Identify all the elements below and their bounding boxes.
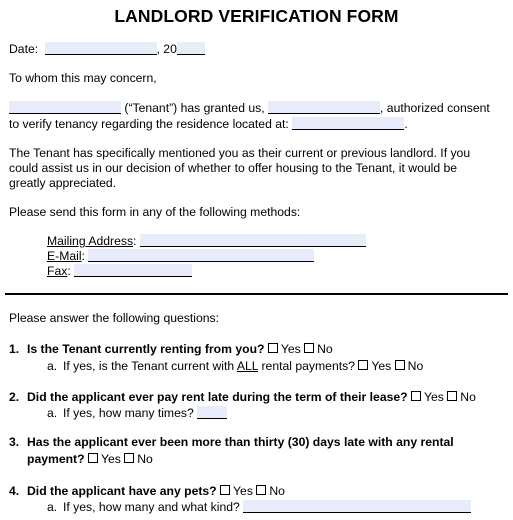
q4-number: 4. — [9, 484, 20, 498]
email-field[interactable] — [88, 249, 314, 262]
section-divider — [5, 293, 508, 295]
q1-text: Is the Tenant currently renting from you? — [27, 342, 265, 356]
authorized-text: , authorized consent — [380, 101, 490, 115]
q1a-prefix: If yes, is the Tenant current with — [63, 359, 237, 373]
fax-colon: : — [67, 264, 71, 278]
intro-line-1: The Tenant has specifically mentioned you as their current or previous landlord. If you — [9, 146, 471, 160]
q1-number: 1. — [9, 342, 20, 356]
fax-label: Fax — [47, 264, 68, 278]
q1a-emph: ALL — [236, 359, 259, 373]
mailing-address-field[interactable] — [140, 234, 366, 247]
q1a-yes-label: Yes — [371, 359, 392, 373]
email-row — [47, 249, 314, 264]
mailing-address-row — [47, 234, 366, 249]
salutation: To whom this may concern, — [9, 71, 157, 85]
question-1 — [9, 342, 333, 357]
date-year-prefix: , 20 — [156, 42, 177, 56]
q4-yes-label: Yes — [233, 484, 253, 498]
consent-line-2-text: to verify tenancy regarding the residence located at: — [9, 117, 289, 131]
q3-yes-checkbox[interactable] — [88, 453, 98, 463]
q3-no-checkbox[interactable] — [124, 453, 134, 463]
q3-line-2: payment? — [27, 452, 85, 466]
date-line — [9, 42, 205, 57]
fax-field[interactable] — [74, 264, 192, 277]
q2-no-label: No — [460, 390, 476, 404]
date-field[interactable] — [45, 42, 157, 55]
question-1a — [47, 359, 423, 374]
q1-yes-label: Yes — [280, 342, 301, 356]
pets-field[interactable] — [243, 500, 471, 513]
consent-line-2 — [9, 117, 408, 132]
q1a-no-checkbox[interactable] — [395, 360, 405, 370]
question-4a — [47, 500, 471, 515]
company-name-field[interactable] — [268, 101, 380, 114]
tenant-name-field[interactable] — [9, 101, 121, 114]
date-label: Date: — [9, 42, 39, 56]
consent-end: . — [404, 117, 408, 131]
q2-no-checkbox[interactable] — [447, 391, 457, 401]
question-4 — [9, 484, 285, 499]
q2-text: Did the applicant ever pay rent late during the term of their lease? — [27, 390, 408, 404]
q4a-text: If yes, how many and what kind? — [63, 500, 240, 514]
q2-yes-label: Yes — [424, 390, 444, 404]
intro-line-3: greatly appreciated. — [9, 176, 117, 190]
q2-yes-checkbox[interactable] — [411, 391, 421, 401]
mailing-colon: : — [133, 234, 137, 248]
year-field[interactable] — [177, 42, 205, 55]
consent-line-1 — [9, 101, 490, 116]
intro-line-2: could assist us in our decision of whether to offer housing to the Tenant, it would be — [9, 161, 458, 175]
q2a-text: If yes, how many times? — [63, 406, 194, 420]
email-colon: : — [81, 249, 85, 263]
q4-no-checkbox[interactable] — [256, 485, 266, 495]
q3-line-1: Has the applicant ever been more than thirty (30) days late with any rental — [27, 435, 454, 449]
q3-number: 3. — [9, 435, 20, 449]
mailing-address-label: Mailing Address — [47, 234, 134, 248]
question-3 — [9, 435, 454, 450]
q1a-suffix: rental payments? — [258, 359, 355, 373]
q1-yes-checkbox[interactable] — [268, 343, 278, 353]
tenant-suffix: (“Tenant”) has granted us, — [124, 101, 265, 115]
late-count-field[interactable] — [197, 406, 227, 419]
q3-yes-label: Yes — [100, 452, 121, 466]
email-label: E-Mail — [47, 249, 82, 263]
residence-field[interactable] — [292, 117, 404, 130]
question-3-cont — [27, 452, 153, 467]
methods-intro: Please send this form in any of the following methods: — [9, 205, 301, 219]
q4a-letter: a. — [47, 500, 58, 514]
question-2 — [9, 390, 476, 405]
q4-yes-checkbox[interactable] — [220, 485, 230, 495]
q1a-letter: a. — [47, 359, 58, 373]
q1-no-checkbox[interactable] — [304, 343, 314, 353]
q2a-letter: a. — [47, 406, 58, 420]
form-title: LANDLORD VERIFICATION FORM — [114, 6, 399, 26]
q2-number: 2. — [9, 390, 20, 404]
q3-no-label: No — [137, 452, 153, 466]
questions-intro: Please answer the following questions: — [9, 311, 220, 325]
q1a-no-label: No — [407, 359, 424, 373]
q1a-yes-checkbox[interactable] — [358, 360, 368, 370]
fax-row — [47, 264, 192, 279]
q1-no-label: No — [317, 342, 333, 356]
q4-text: Did the applicant have any pets? — [27, 484, 217, 498]
question-2a — [47, 406, 227, 421]
q4-no-label: No — [269, 484, 285, 498]
